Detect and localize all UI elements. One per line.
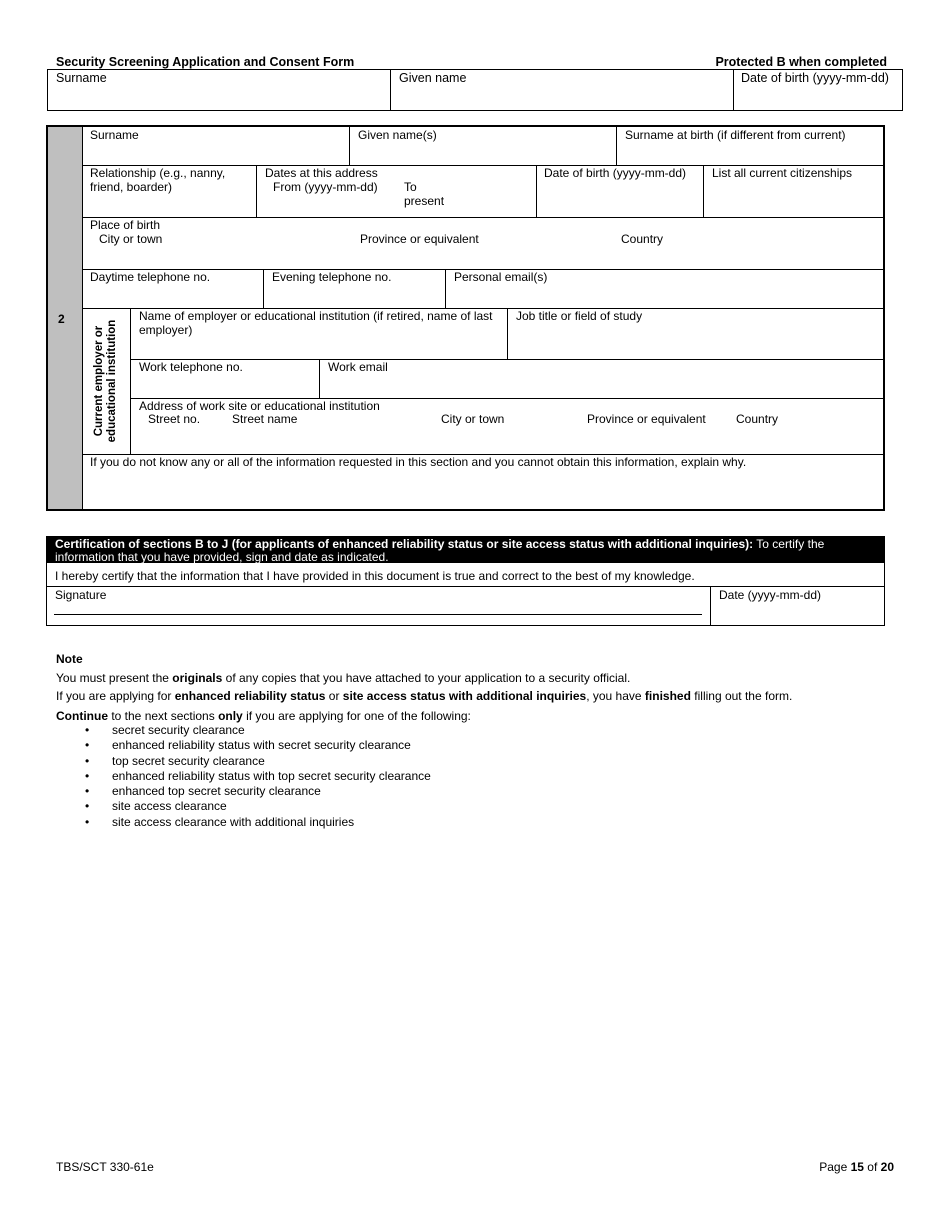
work-city-label: City or town xyxy=(441,412,505,426)
list-item: • site access clearance xyxy=(56,799,431,814)
surname-at-birth-field[interactable] xyxy=(618,143,882,164)
section-2-sidebar xyxy=(48,127,83,509)
birth-city-label: City or town xyxy=(99,232,163,246)
work-email-label: Work email xyxy=(328,360,388,374)
from-date-label: From (yyyy-mm-dd) xyxy=(273,180,378,194)
note-title: Note xyxy=(56,652,83,666)
page-number: Page 15 of 20 xyxy=(819,1160,894,1174)
evening-phone-label: Evening telephone no. xyxy=(272,270,392,284)
personal-email-label: Personal email(s) xyxy=(454,270,548,284)
list-item: • enhanced reliability status with secret security clearance xyxy=(56,738,431,753)
header-surname-label: Surname xyxy=(56,71,107,85)
certification-heading-text: To certify the information that you have provided, sign and date as indicated. xyxy=(55,537,825,564)
employer-name-field[interactable] xyxy=(132,338,506,358)
explain-label: If you do not know any or all of the information requested in this section and you cannot obtain this information, explain why. xyxy=(90,455,747,469)
form-title: Security Screening Application and Consent Form xyxy=(56,55,355,69)
surname-label: Surname xyxy=(90,128,139,142)
evening-phone-field[interactable] xyxy=(265,285,444,307)
from-date-field[interactable] xyxy=(258,195,398,216)
explain-field[interactable] xyxy=(83,471,882,508)
note-finished: If you are applying for enhanced reliability status or site access status with additional inquiries, you have finished filling out the form. xyxy=(56,689,793,703)
cert-date-field[interactable] xyxy=(712,603,883,624)
relationship-field[interactable] xyxy=(83,195,255,216)
section-2-number: 2 xyxy=(58,312,65,326)
employer-side-label-wrap xyxy=(82,308,130,454)
list-item: • top secret security clearance xyxy=(56,754,431,769)
surname-field[interactable] xyxy=(83,143,348,164)
header-surname-input[interactable] xyxy=(391,84,732,110)
personal-email-field[interactable] xyxy=(447,285,882,307)
certification-heading-bold: Certification of sections B to J (for applicants of enhanced reliability status or site access status with additional inquiries): xyxy=(55,537,754,551)
birth-country-field[interactable] xyxy=(617,247,882,268)
birth-province-field[interactable] xyxy=(355,247,615,268)
header-dob-label: Date of birth (yyyy-mm-dd) xyxy=(741,71,889,85)
form-number: TBS/SCT 330-61e xyxy=(56,1160,154,1174)
dates-at-address-label: Dates at this address xyxy=(265,166,378,180)
signature-line xyxy=(54,614,702,615)
cert-date-label: Date (yyyy-mm-dd) xyxy=(719,588,822,602)
note-continue: Continue to the next sections only if you are applying for one of the following: xyxy=(56,709,471,723)
given-names-field[interactable] xyxy=(351,143,615,164)
list-item: • enhanced top secret security clearance xyxy=(56,784,431,799)
employer-side-label: Current employer or educational institution xyxy=(93,319,118,443)
dob-field[interactable] xyxy=(538,181,702,216)
to-date-label: To xyxy=(404,180,417,194)
dob-label: Date of birth (yyyy-mm-dd) xyxy=(544,166,687,180)
citizenships-label: List all current citizenships xyxy=(712,166,853,180)
header-given-name-label: Given name xyxy=(399,71,467,85)
clearance-list xyxy=(56,723,431,830)
work-address-field[interactable] xyxy=(132,428,882,453)
daytime-phone-field[interactable] xyxy=(83,285,262,307)
work-address-label: Address of work site or educational institution xyxy=(139,399,380,413)
street-name-label: Street name xyxy=(232,412,298,426)
protection-level: Protected B when completed xyxy=(715,55,887,69)
birth-province-label: Province or equivalent xyxy=(360,232,479,246)
signature-label: Signature xyxy=(55,588,107,602)
birth-country-label: Country xyxy=(621,232,664,246)
certification-statement: I hereby certify that the information that I have provided in this document is true and correct to the best of my knowledge. xyxy=(55,569,695,583)
birth-city-field[interactable] xyxy=(83,247,353,268)
job-title-field[interactable] xyxy=(509,324,882,358)
list-item: • enhanced reliability status with top secret security clearance xyxy=(56,769,431,784)
certification-heading xyxy=(47,537,884,563)
citizenships-field[interactable] xyxy=(705,181,882,216)
signature-field[interactable] xyxy=(54,601,702,614)
employer-name-label: Name of employer or educational institution (if retired, name of last employer) xyxy=(139,309,493,337)
surname-at-birth-label: Surname at birth (if different from current) xyxy=(625,128,846,142)
work-phone-field[interactable] xyxy=(132,375,318,397)
job-title-label: Job title or field of study xyxy=(516,309,643,323)
header-dob-field[interactable] xyxy=(734,86,902,110)
given-names-label: Given name(s) xyxy=(358,128,437,142)
list-item: • site access clearance with additional inquiries xyxy=(56,815,431,830)
work-email-field[interactable] xyxy=(321,375,882,397)
relationship-label: Relationship (e.g., nanny, friend, boarder) xyxy=(90,166,226,194)
work-country-label: Country xyxy=(736,412,779,426)
work-province-label: Province or equivalent xyxy=(587,412,706,426)
note-originals: You must present the originals of any copies that you have attached to your application to a security official. xyxy=(56,671,631,685)
daytime-phone-label: Daytime telephone no. xyxy=(90,270,211,284)
header-surname-field[interactable] xyxy=(48,84,389,110)
work-phone-label: Work telephone no. xyxy=(139,360,243,374)
list-item: • secret security clearance xyxy=(56,723,431,738)
place-of-birth-label: Place of birth xyxy=(90,218,161,232)
present-label: present xyxy=(404,194,445,208)
street-no-label: Street no. xyxy=(148,412,201,426)
